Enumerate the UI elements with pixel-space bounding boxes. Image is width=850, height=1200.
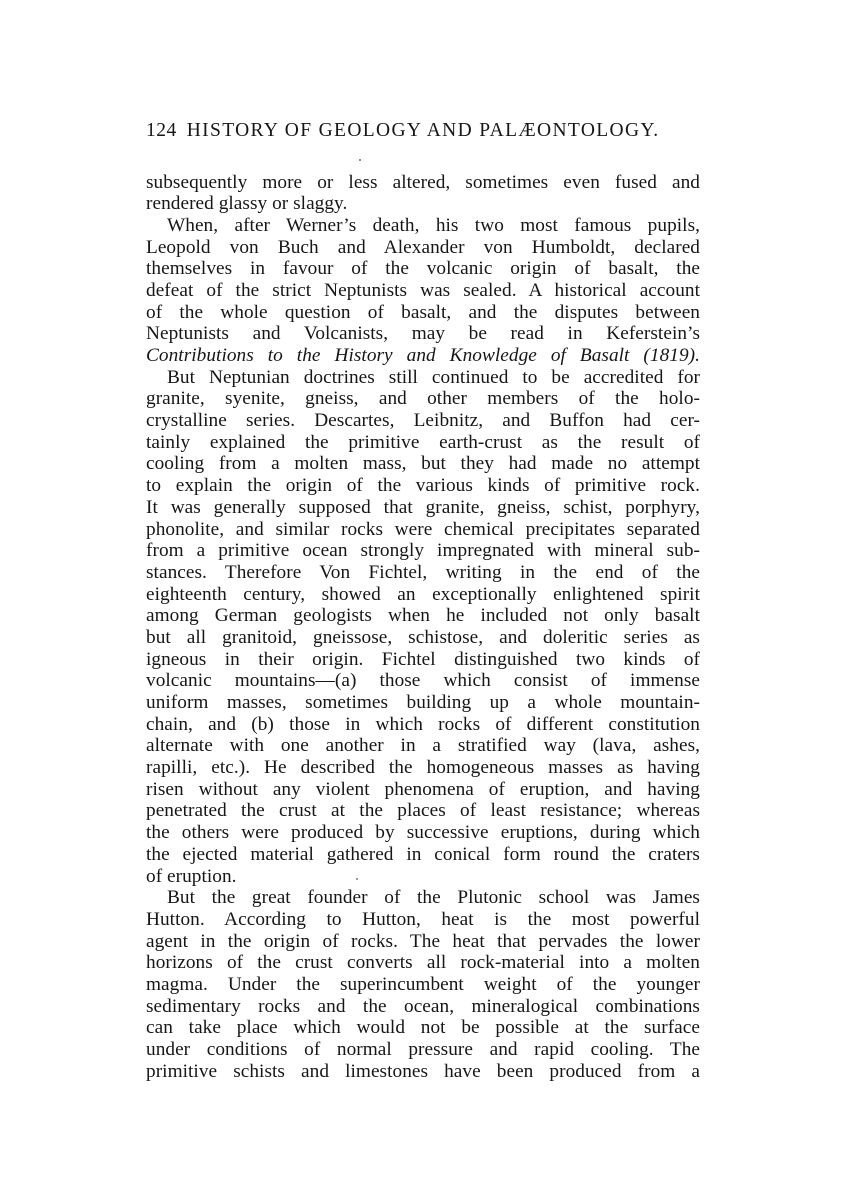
text-line: magma. Under the superincumbent weight of the younger (146, 973, 700, 995)
text-line: penetrated the crust at the places of least resistance; whereas (146, 800, 700, 822)
page-number: 124 (146, 120, 177, 141)
text-line: the others were produced by successive eruptions, during which (146, 822, 700, 844)
text-line: risen without any violent phenomena of eruption, and having (146, 778, 700, 800)
running-title: HISTORY OF GEOLOGY AND PALÆONTOLOGY. (186, 120, 660, 141)
text-line: can take place which would not be possible at the surface (146, 1017, 700, 1039)
text-line: stances. Therefore Von Fichtel, writing in the end of the (146, 561, 700, 583)
text-line: When, after Werner’s death, his two most famous pupils, (167, 214, 700, 236)
text-line: rapilli, etc.). He described the homogeneous masses as having (146, 757, 700, 779)
text-line: uniform masses, sometimes building up a whole mountain- (146, 692, 700, 713)
text-line: But the great founder of the Plutonic school was James (167, 887, 700, 909)
text-line: Neptunists and Volcanists, may be read in Keferstein’s (146, 323, 700, 345)
text-line: alternate with one another in a stratified way (lava, ashes, (146, 735, 700, 757)
text-line: of the whole question of basalt, and the disputes between (146, 301, 700, 323)
text-line: chain, and (b) those in which rocks of different constitution (146, 713, 700, 735)
text-line: crystalline series. Descartes, Leibnitz, and Buffon had cer- (146, 410, 700, 432)
text-line: to explain the origin of the various kinds of primitive rock. (146, 475, 700, 497)
text-line: defeat of the strict Neptunists was sealed. A historical account (146, 279, 700, 301)
text-line: granite, syenite, gneiss, and other members of the holo- (146, 388, 700, 410)
text-line: primitive schists and limestones have been produced from a (146, 1060, 700, 1082)
text-line: phonolite, and similar rocks were chemical precipitates separated (146, 518, 700, 540)
text-line: But Neptunian doctrines still continued to be accredited for (167, 366, 700, 388)
text-line: Hutton. According to Hutton, heat is the most powerful (146, 908, 700, 930)
body-text (146, 172, 700, 1083)
text-line: Leopold von Buch and Alexander von Humboldt, declared (146, 236, 700, 258)
text-line: subsequently more or less altered, sometimes even fused and (146, 171, 700, 193)
text-line: eighteenth century, showed an exceptionally enlightened spirit (146, 583, 700, 605)
book-page (146, 121, 700, 1082)
text-line: agent in the origin of rocks. The heat that pervades the lower (146, 930, 700, 952)
text-line: under conditions of normal pressure and rapid cooling. The (146, 1039, 700, 1060)
text-line: but all granitoid, gneissose, schistose, and doleritic series as (146, 626, 700, 648)
text-line: themselves in favour of the volcanic origin of basalt, the (146, 258, 700, 280)
text-line: among German geologists when he included not only basalt (146, 605, 700, 627)
text-line: igneous in their origin. Fichtel distinguished two kinds of (146, 648, 700, 670)
printing-speck (359, 159, 361, 161)
text-line: from a primitive ocean strongly impregnated with mineral sub- (146, 540, 700, 562)
text-line: tainly explained the primitive earth-crust as the result of (146, 431, 700, 453)
text-line: cooling from a molten mass, but they had made no attempt (146, 453, 700, 475)
text-line: horizons of the crust converts all rock-material into a molten (146, 952, 700, 974)
printing-speck (356, 878, 358, 880)
text-line: the ejected material gathered in conical form round the craters (146, 843, 700, 865)
text-line: rendered glassy or slaggy. (146, 193, 348, 215)
text-line: Contributions to the History and Knowledge of Basalt (1819). (146, 345, 700, 366)
running-header (146, 121, 700, 141)
text-line: sedimentary rocks and the ocean, mineralogical combinations (146, 995, 700, 1017)
text-line: volcanic mountains—(a) those which consist of immense (146, 670, 700, 692)
text-line: of eruption. (146, 865, 237, 887)
text-line: It was generally supposed that granite, gneiss, schist, porphyry, (146, 496, 700, 518)
